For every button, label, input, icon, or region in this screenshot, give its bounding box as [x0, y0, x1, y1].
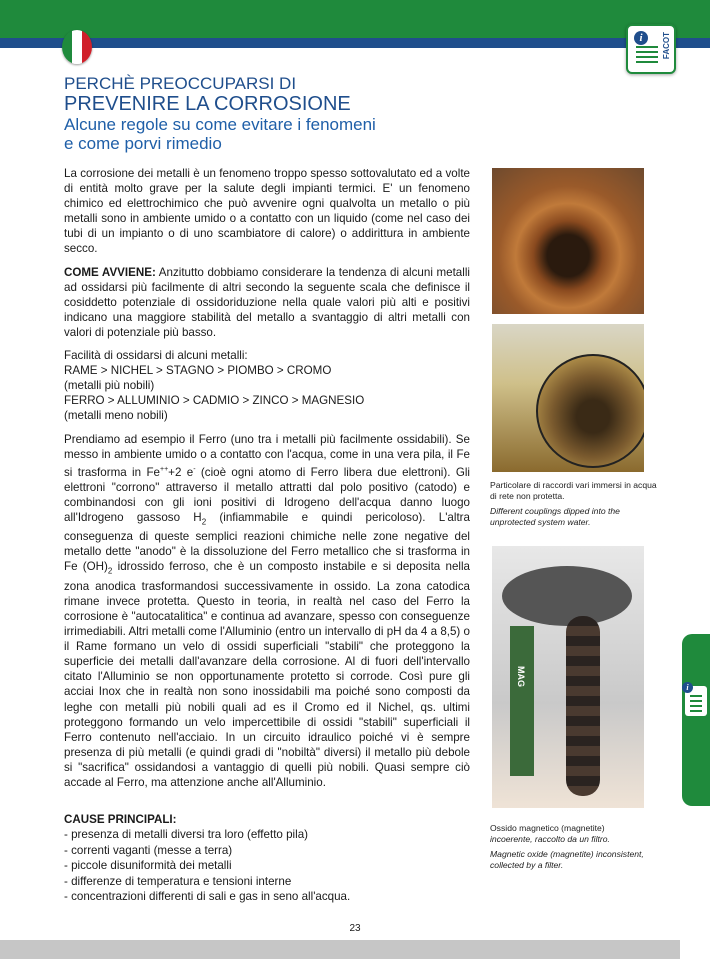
list-item: RAME > NICHEL > STAGNO > PIOMBO > CROMO [64, 364, 332, 378]
footer-bar [0, 940, 680, 959]
superscript: - [193, 465, 196, 473]
magnifier-circle [536, 354, 644, 468]
text-span: idrossido ferroso, che è un composto instabile e si deposita nella zona anodica trasformandosi successivamente in ossido. La zona catodica rimane invece protetta. Questo in teoria, in realtà nel caso del Ferro la corrosione è "autocatalitica" e continua ad avanzare, spesso con conseguenze irrimediabili. Altri metalli come l'Alluminio (entro un intervallo di pH da 4 a 8,5) o il Rame formano un velo di ossidi superficiali "stabili" che proteggono la superficie dei metalli dall'avanzare della corrosione. Al di fuori dell'intervallo citato l'Alluminio se non opportunamente protetto si corrode. Così pure gli acciai Inox che in realtà non sono inossidabili ma poiché sono composti da leghe con metalli più nobili quali ad es il Cromo ed il Nichel, qs. ultimi proteggono formando un velo impercettibile di ossidi "stabili" superficiali il Ferro contenuto nell'acciaio. In un circuito idraulico poiché vi è sempre presenza di più metalli (e quindi gradi di "nobiltà" diversi) il metallo più debole si "sacrifica" ossidandosi a vantaggio di quelli più nobili. Quasi sempre ciò accade al Ferro, ma attenzione anche all'Alluminio. [64, 560, 470, 790]
filter-cap [502, 566, 632, 626]
come-avviene-text: Anzitutto dobbiamo considerare la tendenza di alcuni metalli ad ossidarsi più facilmente di altri secondo la seguente scala che definisce il cosiddetto potenziale di ossidoriduzione nella quale valori più alti e positivi indicano una maggiore stabilità del metallo a svantaggio di altri metalli con valori di potenziale più basso. [64, 265, 470, 339]
caption-italian-line2: incoerente, raccolto da un filtro. [490, 834, 610, 844]
filter-body [510, 626, 534, 776]
paragraph-come-avviene [64, 265, 470, 340]
info-icon: i [634, 31, 648, 45]
causes-heading: CAUSE PRINCIPALI: [64, 813, 177, 826]
causes-section [64, 812, 470, 904]
caption-english: Magnetic oxide (magnetite) inconsistent, collected by a filter. [490, 849, 644, 870]
text-span: Prendiamo ad esempio il Ferro (uno tra i metalli più facilmente ossidabili). Se messo in ambiente umido o a contatto con l'acqua, come in una vera pila, il Fe si trasforma in Fe [64, 432, 470, 479]
text-span: +2 e [168, 465, 194, 479]
page-number: 23 [349, 923, 361, 934]
list-item: (metalli meno nobili) [64, 409, 168, 423]
paragraph-intro: La corrosione dei metalli è un fenomeno troppo spesso sottovalutato ed a volte di entità molto grave per la salute degli impianti termici. E' un fenomeno chimico ed elettrochimico che può avvenire ogni qualvolta un metallo o più metalli sono in ambiente umido o a contatto con un liquido (come nel caso dei tubi di un impianto o di uno scambiatore di calore) o addirittura in ambiente secco. [64, 167, 470, 256]
page-title [64, 74, 484, 153]
paragraph-example-iron [64, 432, 470, 791]
list-item: Facilità di ossidarsi di alcuni metalli: [64, 349, 248, 363]
list-item: - piccole disuniformità dei metalli [64, 859, 232, 873]
title-line-2: PREVENIRE LA CORROSIONE [64, 93, 351, 115]
photo-rusty-pipe [492, 168, 644, 314]
caption-english: Different couplings dipped into the unprotected system water. [490, 506, 620, 527]
subscript: 2 [107, 566, 113, 576]
come-avviene-heading: COME AVVIENE: [64, 265, 156, 279]
side-info-tab[interactable] [682, 634, 710, 806]
list-item: - differenze di temperatura e tensioni interne [64, 874, 292, 888]
list-item: - correnti vaganti (messe a terra) [64, 843, 233, 857]
list-item: (metalli più nobili) [64, 379, 155, 393]
document-info-icon: i [685, 686, 707, 716]
caption-italian: Particolare di raccordi vari immersi in acqua di rete non protetta. [490, 480, 657, 501]
italian-flag-icon [62, 30, 92, 64]
subtitle-line-1: Alcune regole su come evitare i fenomeni [64, 115, 376, 134]
filter-label: MAG [516, 666, 526, 687]
list-item: FERRO > ALLUMINIO > CADMIO > ZINCO > MAGNESIO [64, 394, 365, 408]
header-blue-stripe [0, 38, 710, 48]
list-item: - concentrazioni differenti di sali e gas in seno all'acqua. [64, 890, 351, 904]
metal-scale-list [64, 348, 470, 423]
subtitle-line-2: e come porvi rimedio [64, 134, 222, 153]
document-lines-icon [636, 46, 658, 66]
photo-couplings-in-water [492, 324, 644, 472]
title-line-1: PERCHÈ PREOCCUPARSI DI [64, 74, 297, 93]
facot-logo [626, 24, 676, 74]
caption-italian-line1: Ossido magnetico (magnetite) [490, 823, 605, 833]
subscript: 2 [201, 517, 207, 527]
text-span: (infiammabile e quindi pericoloso). L'altra conseguenza di queste semplici reazioni chimiche nelle zone negative del metallo dette "anodo" è la dissoluzione del Ferro metallico che si trasforma in Fe (OH) [64, 510, 470, 574]
text-span: (cioè ogni atomo di Ferro libera due elettroni). Gli elettroni "corrono" attraverso il metallo attratti dal polo positivo (catodo) e combinandosi con gli ioni positivi di Idrogeno dell'acqua danno luogo all'Idrogeno gassoso H [64, 465, 470, 524]
caption-magnetite [490, 823, 660, 871]
article-body [64, 166, 470, 798]
caption-couplings [490, 480, 660, 528]
magnet-rod [566, 616, 600, 796]
photo-magnetite-filter [492, 546, 644, 808]
logo-brand-text: FACOT [662, 32, 671, 60]
superscript: ++ [159, 465, 169, 473]
header-green-bar [0, 0, 710, 38]
list-item: - presenza di metalli diversi tra loro (effetto pila) [64, 828, 309, 842]
